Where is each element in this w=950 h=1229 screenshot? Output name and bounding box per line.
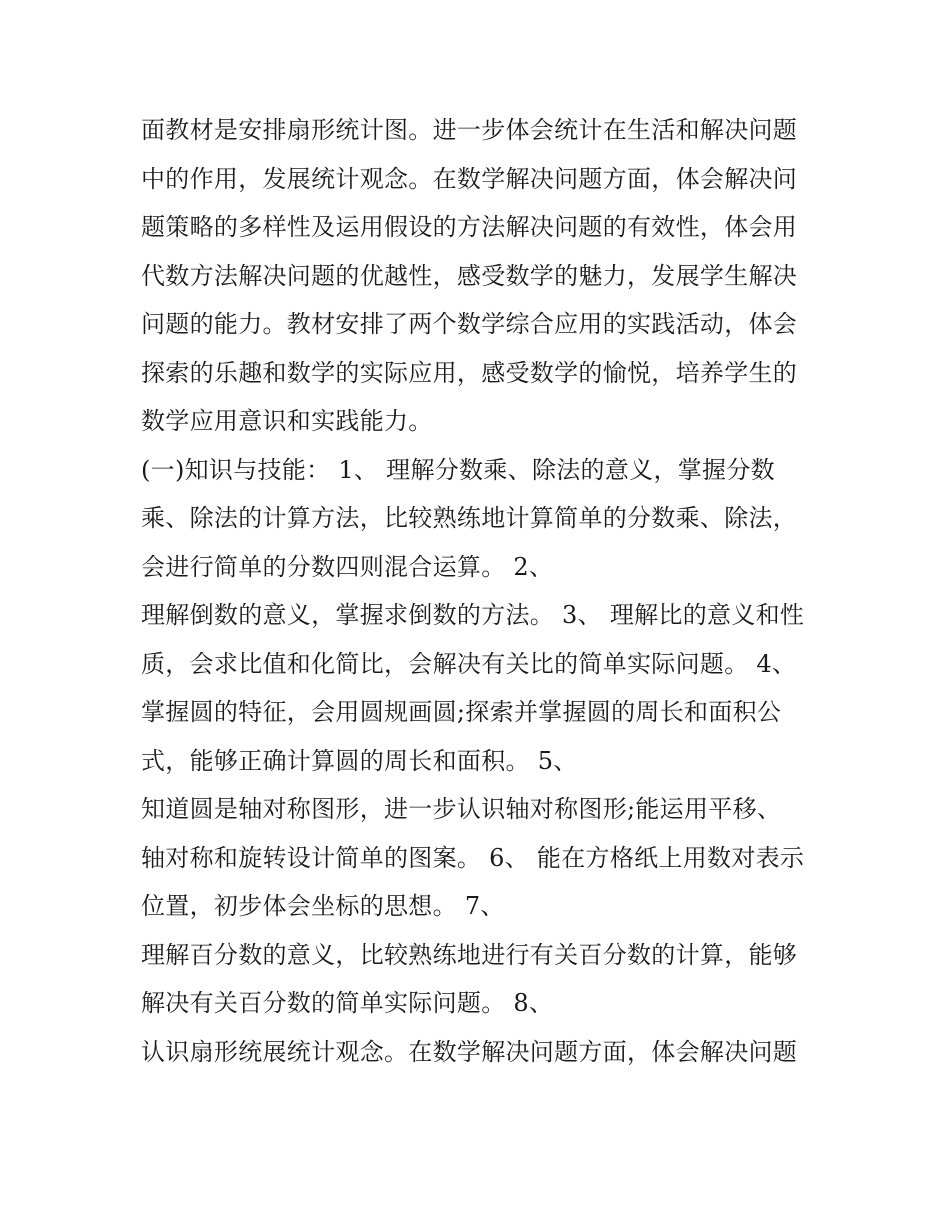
text-line: 轴对称和旋转设计简单的图案。 6、 能在方格纸上用数对表示 <box>141 843 805 872</box>
text-line: 乘、除法的计算方法，比较熟练地计算简单的分数乘、除法， <box>141 504 798 532</box>
text-line: 位置，初步体会坐标的思想。 7、 <box>141 892 505 920</box>
text-line: 题策略的多样性及运用假设的方法解决问题的有效性，体会用 <box>141 213 798 241</box>
text-line: 理解倒数的意义，掌握求倒数的方法。 3、 理解比的意义和性 <box>141 601 805 629</box>
text-line: 面教材是安排扇形统计图。进一步体会统计在生活和解决问题 <box>141 116 798 144</box>
document-body <box>141 106 821 1076</box>
text-line: 代数方法解决问题的优越性，感受数学的魅力，发展学生解决 <box>141 261 798 290</box>
text-line: 掌握圆的特征，会用圆规画圆;探索并掌握圆的周长和面积公 <box>141 698 782 726</box>
text-line: 理解百分数的意义，比较熟练地进行有关百分数的计算，能够 <box>141 940 798 969</box>
text-line: (一)知识与技能： 1、 理解分数乘、除法的意义，掌握分数 <box>141 455 775 484</box>
text-line: 数学应用意识和实践能力。 <box>141 407 433 435</box>
text-line: 问题的能力。教材安排了两个数学综合应用的实践活动，体会 <box>141 310 798 338</box>
text-line: 质，会求比值和化简比，会解决有关比的简单实际问题。 4、 <box>141 649 797 678</box>
text-line: 探索的乐趣和数学的实际应用，感受数学的愉悦，培养学生的 <box>141 358 798 387</box>
text-line: 式，能够正确计算圆的周长和面积。 5、 <box>141 746 578 775</box>
text-line: 会进行简单的分数四则混合运算。 2、 <box>141 552 554 581</box>
text-line: 解决有关百分数的简单实际问题。 8、 <box>141 989 554 1017</box>
text-line: 认识扇形统展统计观念。在数学解决问题方面，体会解决问题 <box>141 1037 798 1066</box>
text-line: 知道圆是轴对称图形，进一步认识轴对称图形;能运用平移、 <box>141 795 782 823</box>
text-line: 中的作用，发展统计观念。在数学解决问题方面，体会解决问 <box>141 164 798 193</box>
